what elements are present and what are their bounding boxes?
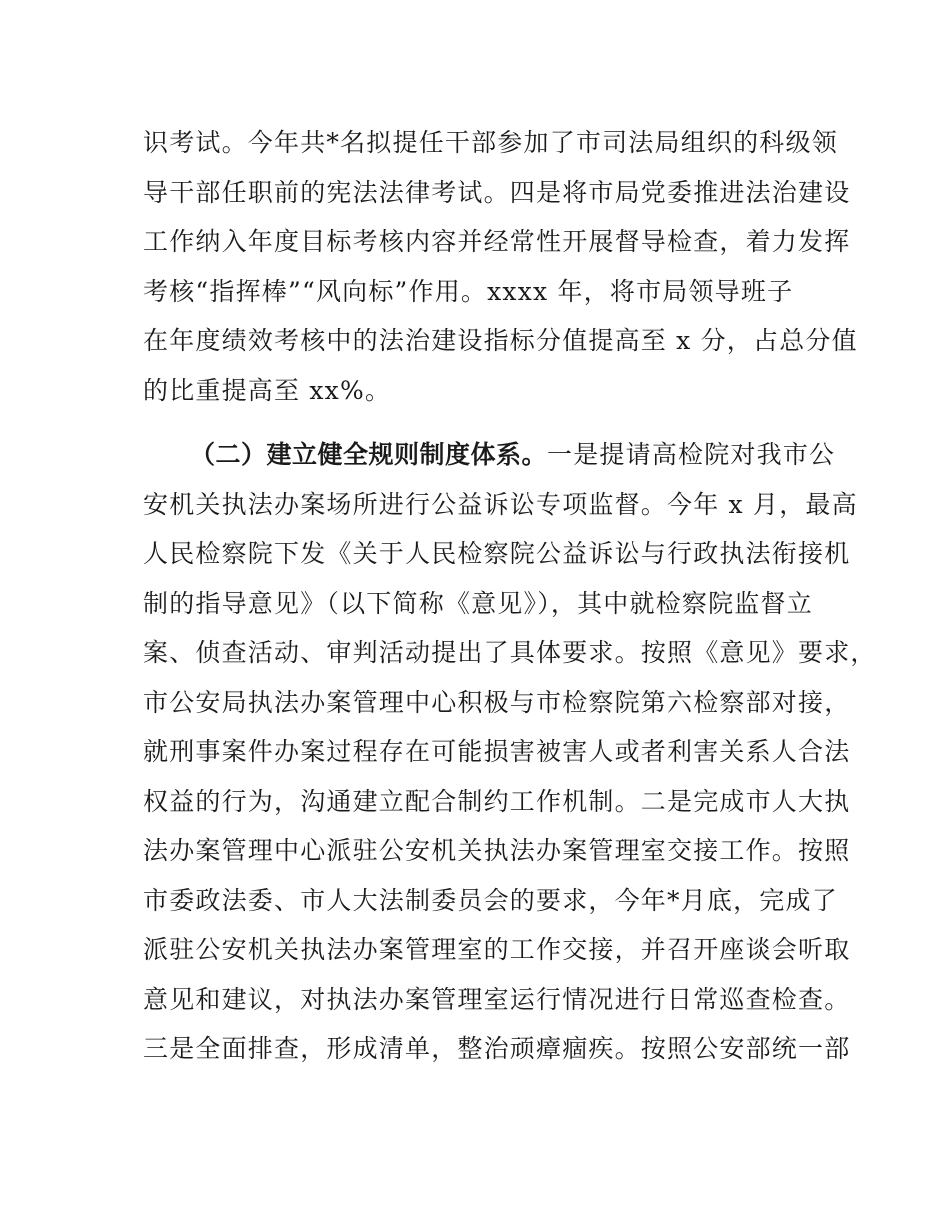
text-line: 导干部任职前的宪法法律考试。四是将市局党委推进法治建设: [143, 178, 851, 207]
text-line: 的比重提高至 xx%。: [143, 376, 392, 405]
text-line: 人民检察院下发《关于人民检察院公益诉讼与行政执法衔接机: [143, 539, 851, 568]
text-line: 就刑事案件办案过程存在可能损害被害人或者利害关系人合法: [143, 737, 851, 766]
text-line: 派驻公安机关执法办案管理室的工作交接，并召开座谈会听取: [143, 935, 851, 964]
text-line: 市公安局执法办案管理中心积极与市检察院第六检察部对接，: [143, 688, 851, 717]
text-line: 三是全面排查，形成清单，整治顽瘴痼疾。按照公安部统一部: [143, 1034, 851, 1063]
text-line: 权益的行为，沟通建立配合制约工作机制。二是完成市人大执: [143, 787, 851, 816]
text-line: 市委政法委、市人大法制委员会的要求，今年*月底，完成了: [143, 886, 838, 915]
text-line: 识考试。今年共*名拟提任干部参加了市司法局组织的科级领: [143, 128, 838, 157]
text-line: 安机关执法办案场所进行公益诉讼专项监督。今年 x 月，最高: [143, 490, 858, 519]
text-line: 考核“指挥棒”“风向标”作用。xxxx 年，将市局领导班子: [143, 277, 794, 306]
text-line: 在年度绩效考核中的法治建设指标分值提高至 x 分，占总分值: [143, 326, 858, 355]
text-line-first: [190, 440, 835, 470]
text-line: 法办案管理中心派驻公安机关执法办案管理室交接工作。按照: [143, 836, 851, 865]
text-line: 意见和建议，对执法办案管理室运行情况进行日常巡查检查。: [143, 985, 851, 1014]
section-heading: （二）建立健全规则制度体系。: [190, 440, 548, 469]
text-line: 制的指导意见》（以下简称《意见》），其中就检察院监督立: [143, 589, 813, 618]
text-line-rest: 一是提请高检院对我市公: [547, 440, 836, 469]
text-line: 案、侦查活动、审判活动提出了具体要求。按照《意见》要求，: [143, 638, 877, 667]
text-line: 工作纳入年度目标考核内容并经常性开展督导检查，着力发挥: [143, 227, 851, 256]
